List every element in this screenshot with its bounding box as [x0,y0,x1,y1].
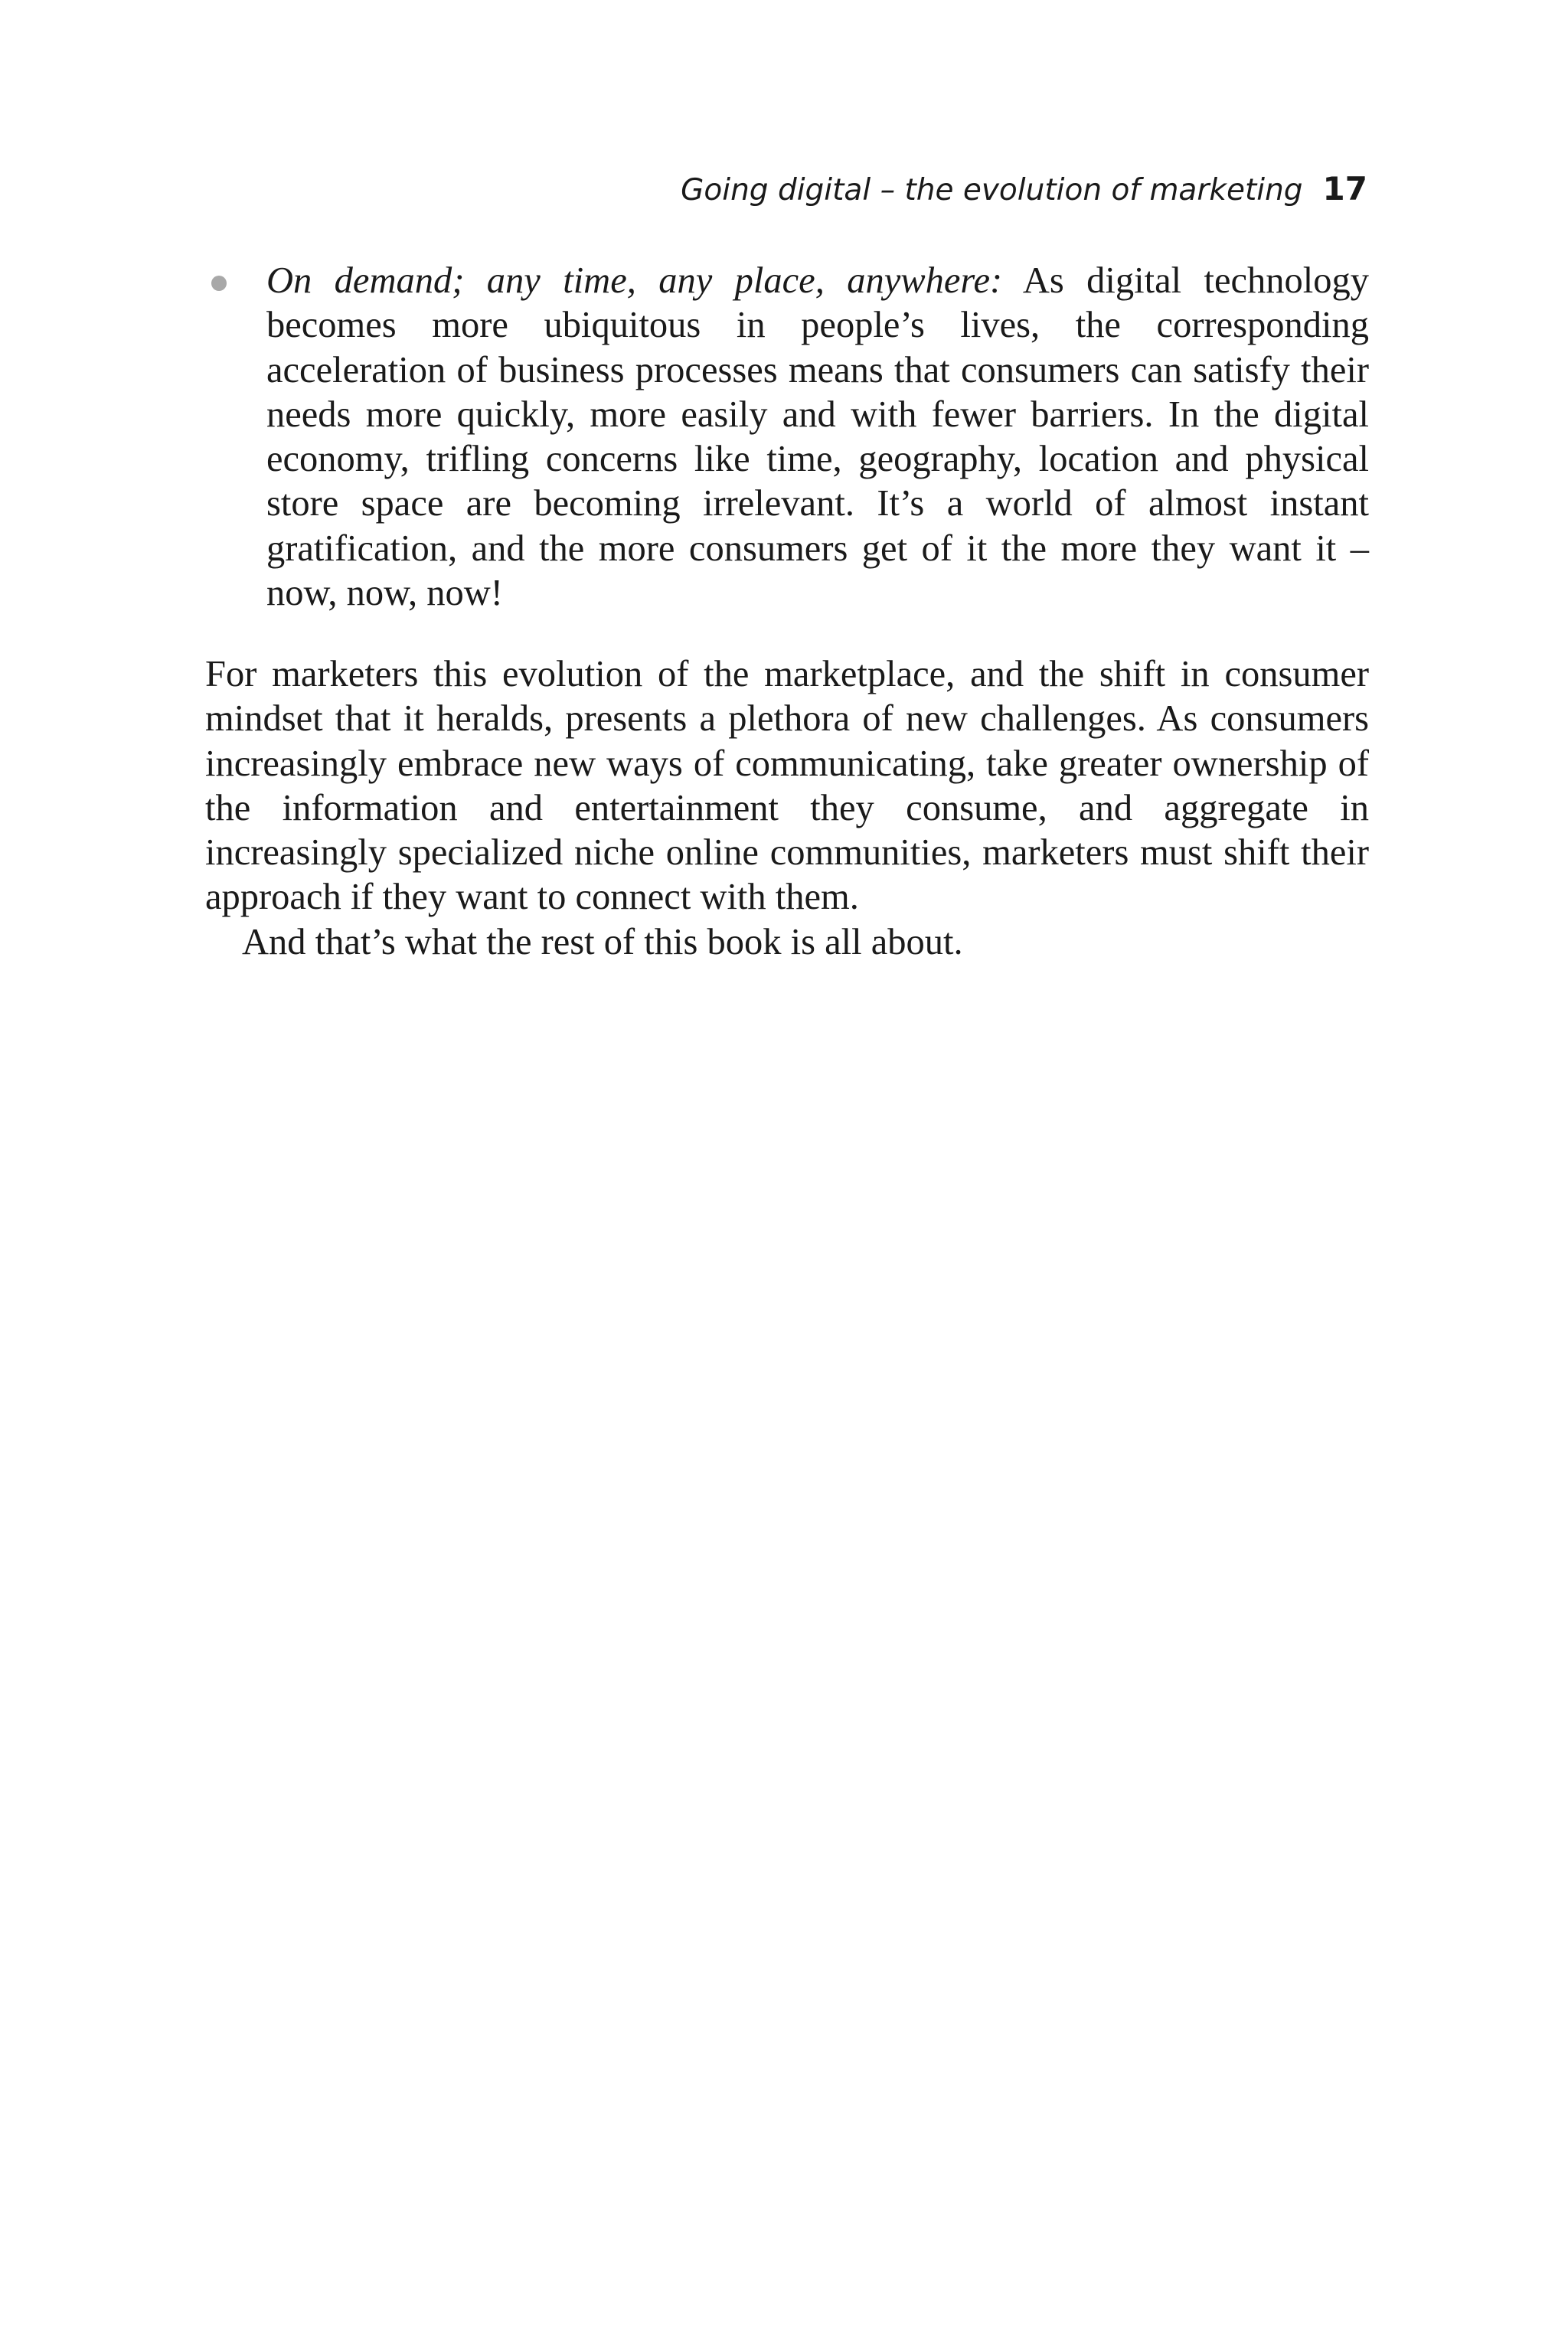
page-number: 17 [1322,170,1367,207]
bullet-lead-in: On demand; any time, any place, anywhere: [266,260,1003,301]
running-head [681,170,1367,207]
bullet-paragraph [266,259,1369,616]
body-paragraph-1: For marketers this evolution of the marketplace, and the shift in consumer mindset that it heralds, presents a plethora of new challenges. As consumers increasingly embrace new ways of communicating, take greater ownership of the information and entertainment they consume, and aggregate in increasingly specialized niche online communities, marketers must shift their approach if they want to connect with them. [205,654,1369,918]
bullet-item [205,259,1369,616]
running-head-title: Going digital – the evolution of marketing [681,173,1303,207]
body-paragraph-2: And that’s what the rest of this book is all about. [242,921,963,962]
bullet-icon [211,276,227,291]
bullet-text: As digital technology becomes more ubiquitous in people’s lives, the corresponding acceleration of business processes means that consumers can satisfy their needs more quickly, more easily and with fewer barriers. In the digital economy, trifling concerns like time, geography, location and physical store space are becoming irrelevant. It’s a world of almost instant gratification, and the more consumers get of it the more they want it – now, now, now! [266,260,1370,614]
body-paragraphs [205,652,1369,965]
